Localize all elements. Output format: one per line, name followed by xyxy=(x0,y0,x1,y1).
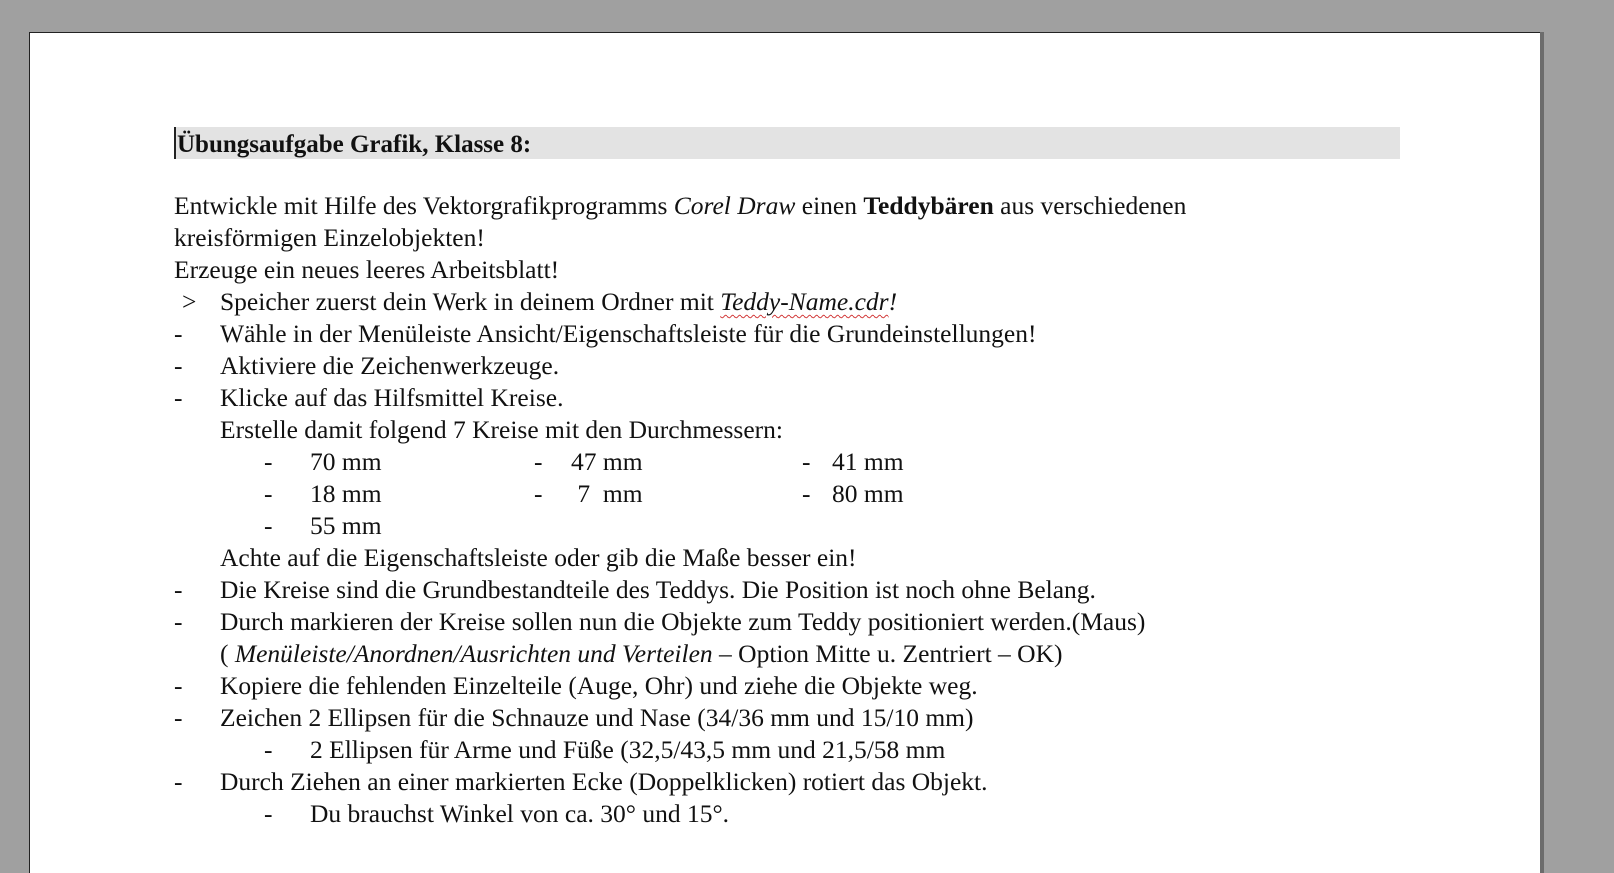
list-item-text: Klicke auf das Hilfsmittel Kreise. xyxy=(220,383,564,412)
diameter-value: 41 mm xyxy=(832,447,904,476)
intro-text-3: aus verschiedenen xyxy=(993,191,1187,220)
save-step-label: Speicher zuerst dein Werk in deinem Ordner mit xyxy=(220,287,721,316)
dash-bullet: - xyxy=(174,671,183,700)
sub-list-item-text: 2 Ellipsen für Arme und Füße (32,5/43,5 mm und 21,5/58 mm xyxy=(310,735,946,764)
intro-line-1 xyxy=(174,190,1400,222)
list-item xyxy=(174,382,1400,414)
page-heading: Übungsaufgabe Grafik, Klasse 8: xyxy=(174,127,1400,159)
sub-list-item xyxy=(174,734,1400,766)
list-item xyxy=(174,766,1400,798)
diameter-value: 70 mm xyxy=(310,447,382,476)
list-item-text: Zeichen 2 Ellipsen für die Schnauze und Nase (34/36 mm und 15/10 mm) xyxy=(220,703,974,732)
diameter-value: 47 mm xyxy=(571,447,643,476)
save-step xyxy=(174,286,1400,318)
dash-bullet: - xyxy=(174,351,183,380)
dash-bullet: - xyxy=(264,447,273,476)
diameter-row xyxy=(174,446,1400,478)
dash-bullet: - xyxy=(174,383,183,412)
menu-path-open: ( xyxy=(220,639,235,668)
dash-bullet: - xyxy=(174,319,183,348)
list-item-text: Durch markieren der Kreise sollen nun die Objekte zum Teddy positioniert werden.(Maus) xyxy=(220,607,1146,636)
list-item xyxy=(174,702,1400,734)
dash-bullet: - xyxy=(534,479,543,508)
diameter-value: 18 mm xyxy=(310,479,382,508)
save-step-end: ! xyxy=(888,287,898,316)
list-item-text: Kopiere die fehlenden Einzelteile (Auge, Ohr) und ziehe die Objekte weg. xyxy=(220,671,978,700)
circles-intro: Erstelle damit folgend 7 Kreise mit den Durchmessern: xyxy=(220,415,783,444)
menu-path-line xyxy=(174,638,1400,670)
dash-bullet: - xyxy=(174,767,183,796)
list-item xyxy=(174,670,1400,702)
intro-text-1: Entwickle mit Hilfe des Vektorgrafikprogramms xyxy=(174,191,674,220)
list-item-text: Durch Ziehen an einer markierten Ecke (Doppelklicken) rotiert das Objekt. xyxy=(220,767,988,796)
dash-bullet: - xyxy=(264,511,273,540)
subject-name: Teddybären xyxy=(863,191,994,220)
dash-bullet: - xyxy=(802,479,811,508)
dash-bullet: - xyxy=(264,479,273,508)
filename: Teddy-Name.cdr xyxy=(720,287,889,316)
dash-bullet: - xyxy=(802,447,811,476)
diameter-row xyxy=(174,510,1400,542)
list-item-text: Wähle in der Menüleiste Ansicht/Eigenschaftsleiste für die Grundeinstellungen! xyxy=(220,319,1037,348)
program-name: Corel Draw xyxy=(673,191,796,220)
list-item xyxy=(174,574,1400,606)
list-item xyxy=(174,350,1400,382)
note-line: Achte auf die Eigenschaftsleiste oder gib die Maße besser ein! xyxy=(220,543,857,572)
menu-path: Menüleiste/Anordnen/Ausrichten und Verteilen xyxy=(234,639,713,668)
dash-bullet: - xyxy=(264,799,273,828)
diameter-value: 7 mm xyxy=(571,479,643,508)
intro-text-2: einen xyxy=(795,191,864,220)
dash-bullet: - xyxy=(534,447,543,476)
save-step-text xyxy=(220,286,897,318)
diameter-value: 55 mm xyxy=(310,511,382,540)
intro-line-3: Erzeuge ein neues leeres Arbeitsblatt! xyxy=(174,255,560,284)
document-body xyxy=(174,127,1400,830)
dash-bullet: - xyxy=(264,735,273,764)
diameter-value: 80 mm xyxy=(832,479,904,508)
list-item xyxy=(174,318,1400,350)
document-page xyxy=(29,32,1540,873)
intro-line-2: kreisförmigen Einzelobjekten! xyxy=(174,223,485,252)
list-item-text: Aktiviere die Zeichenwerkzeuge. xyxy=(220,351,560,380)
dash-bullet: - xyxy=(174,607,183,636)
menu-path-rest: – Option Mitte u. Zentriert – OK) xyxy=(712,639,1063,668)
dash-bullet: - xyxy=(174,703,183,732)
arrow-bullet: > xyxy=(182,287,197,316)
diameter-row xyxy=(174,478,1400,510)
spacer xyxy=(174,159,1400,190)
list-item-text: Die Kreise sind die Grundbestandteile des Teddys. Die Position ist noch ohne Belang. xyxy=(220,575,1096,604)
dash-bullet: - xyxy=(174,575,183,604)
list-item xyxy=(174,606,1400,638)
sub-list-item xyxy=(174,798,1400,830)
sub-list-item-text: Du brauchst Winkel von ca. 30° und 15°. xyxy=(310,799,730,828)
